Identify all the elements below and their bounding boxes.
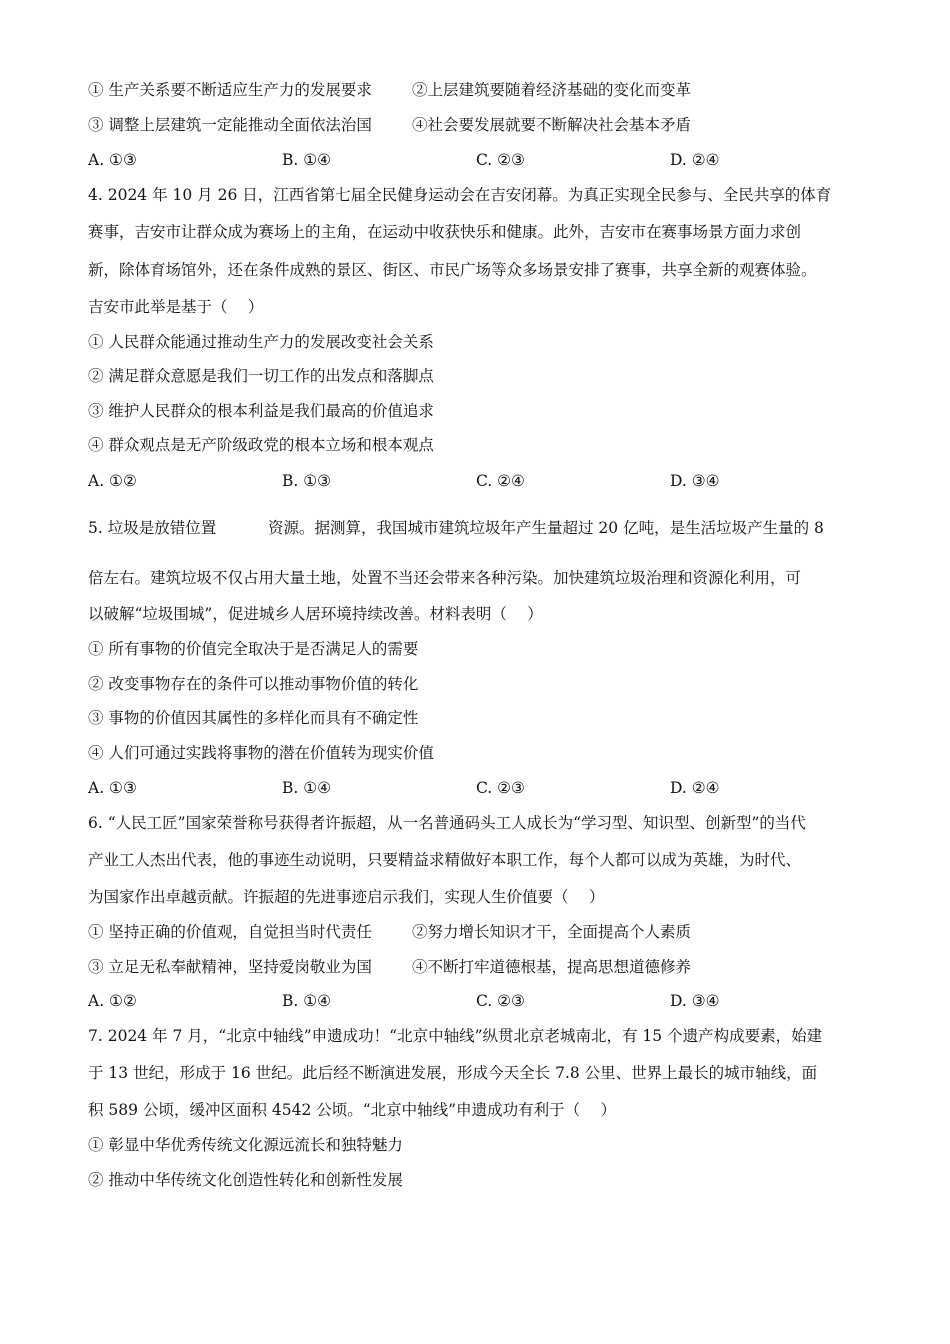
q5-option-b: B. ①④ <box>282 779 332 797</box>
q5-option-a: A. ①③ <box>88 779 137 797</box>
q6-option-a: A. ①② <box>88 992 137 1010</box>
q4-statement-2: ② 满足群众意愿是我们一切工作的出发点和落脚点 <box>88 367 434 385</box>
q5-stem-line-3: 以破解“垃圾围城”，促进城乡人居环境持续改善。材料表明（ ） <box>88 605 543 623</box>
q7-stem-line-1: 7. 2024 年 7 月，“北京中轴线”申遗成功！“北京中轴线”纵贯北京老城南北，有 15 个遗产构成要素，始建 <box>88 1027 823 1045</box>
q6-option-b: B. ①④ <box>282 992 332 1010</box>
q5-statement-2: ② 改变事物存在的条件可以推动事物价值的转化 <box>88 675 419 693</box>
q4-statement-3: ③ 维护人民群众的根本利益是我们最高的价值追求 <box>88 402 434 420</box>
q5-option-c: C. ②③ <box>476 779 525 797</box>
q6-statement-2: ②努力增长知识才干，全面提高个人素质 <box>412 923 692 941</box>
q4-option-c: C. ②④ <box>476 472 525 490</box>
q5-statement-4: ④ 人们可通过实践将事物的潜在价值转为现实价值 <box>88 744 434 762</box>
q4-statement-1: ① 人民群众能通过推动生产力的发展改变社会关系 <box>88 333 434 351</box>
q7-statement-1: ① 彰显中华优秀传统文化源远流长和独特魅力 <box>88 1136 403 1154</box>
q4-stem-line-4: 吉安市此举是基于（ ） <box>88 298 264 316</box>
q4-option-a: A. ①② <box>88 472 137 490</box>
q6-option-c: C. ②③ <box>476 992 525 1010</box>
q7-statement-2: ② 推动中华传统文化创造性转化和创新性发展 <box>88 1171 403 1189</box>
q6-statement-4: ④不断打牢道德根基，提高思想道德修养 <box>412 958 692 976</box>
q4-statement-4: ④ 群众观点是无产阶级政党的根本立场和根本观点 <box>88 436 434 454</box>
q5-stem-line-1b: 资源。据测算，我国城市建筑垃圾年产生量超过 20 亿吨，是生活垃圾产生量的 8 <box>268 519 824 537</box>
q3-statement-2: ②上层建筑要随着经济基础的变化而变革 <box>412 81 692 99</box>
q5-stem-line-2: 倍左右。建筑垃圾不仅占用大量土地，处置不当还会带来各种污染。加快建筑垃圾治理和资源化利用，可 <box>88 569 802 587</box>
q7-stem-line-2: 于 13 世纪，形成于 16 世纪。此后经不断演进发展，形成今天全长 7.8 公里、世界上最长的城市轴线，面 <box>88 1064 818 1082</box>
q4-option-b: B. ①③ <box>282 472 332 490</box>
q3-option-a: A. ①③ <box>88 151 137 169</box>
q3-option-c: C. ②③ <box>476 151 525 169</box>
q6-statement-3: ③ 立足无私奉献精神，坚持爱岗敬业为国 <box>88 958 372 976</box>
q4-stem-line-1: 4. 2024 年 10 月 26 日，江西省第七届全民健身运动会在吉安闭幕。为真正实现全民参与、全民共享的体育 <box>88 186 832 204</box>
q3-statement-1: ① 生产关系要不断适应生产力的发展要求 <box>88 81 372 99</box>
q6-stem-line-2: 产业工人杰出代表，他的事迹生动说明，只要精益求精做好本职工作，每个人都可以成为英雄，为时代、 <box>88 851 802 869</box>
q4-option-d: D. ③④ <box>670 472 720 490</box>
q5-statement-1: ① 所有事物的价值完全取决于是否满足人的需要 <box>88 640 419 658</box>
q7-stem-line-3: 积 589 公顷，缓冲区面积 4542 公顷。“北京中轴线”申遗成功有利于（ ） <box>88 1101 617 1119</box>
q4-stem-line-3: 新，除体育场馆外，还在条件成熟的景区、街区、市民广场等众多场景安排了赛事，共享全新的观赛体验。 <box>88 261 817 279</box>
q5-stem-line-1a: 5. 垃圾是放错位置 <box>88 519 217 537</box>
q6-statement-1: ① 坚持正确的价值观，自觉担当时代责任 <box>88 923 372 941</box>
q5-option-d: D. ②④ <box>670 779 720 797</box>
q6-stem-line-1: 6. “人民工匠”国家荣誉称号获得者许振超，从一名普通码头工人成长为“学习型、知识型、创新型”的当代 <box>88 814 806 832</box>
q3-statement-4: ④社会要发展就要不断解决社会基本矛盾 <box>412 116 692 134</box>
q5-statement-3: ③ 事物的价值因其属性的多样化而具有不确定性 <box>88 709 419 727</box>
q6-option-d: D. ③④ <box>670 992 720 1010</box>
q3-option-d: D. ②④ <box>670 151 720 169</box>
q3-option-b: B. ①④ <box>282 151 332 169</box>
q6-stem-line-3: 为国家作出卓越贡献。许振超的先进事迹启示我们，实现人生价值要（ ） <box>88 888 605 906</box>
q4-stem-line-2: 赛事，吉安市让群众成为赛场上的主角，在运动中收获快乐和健康。此外，吉安市在赛事场景方面力求创 <box>88 223 802 241</box>
q3-statement-3: ③ 调整上层建筑一定能推动全面依法治国 <box>88 116 372 134</box>
